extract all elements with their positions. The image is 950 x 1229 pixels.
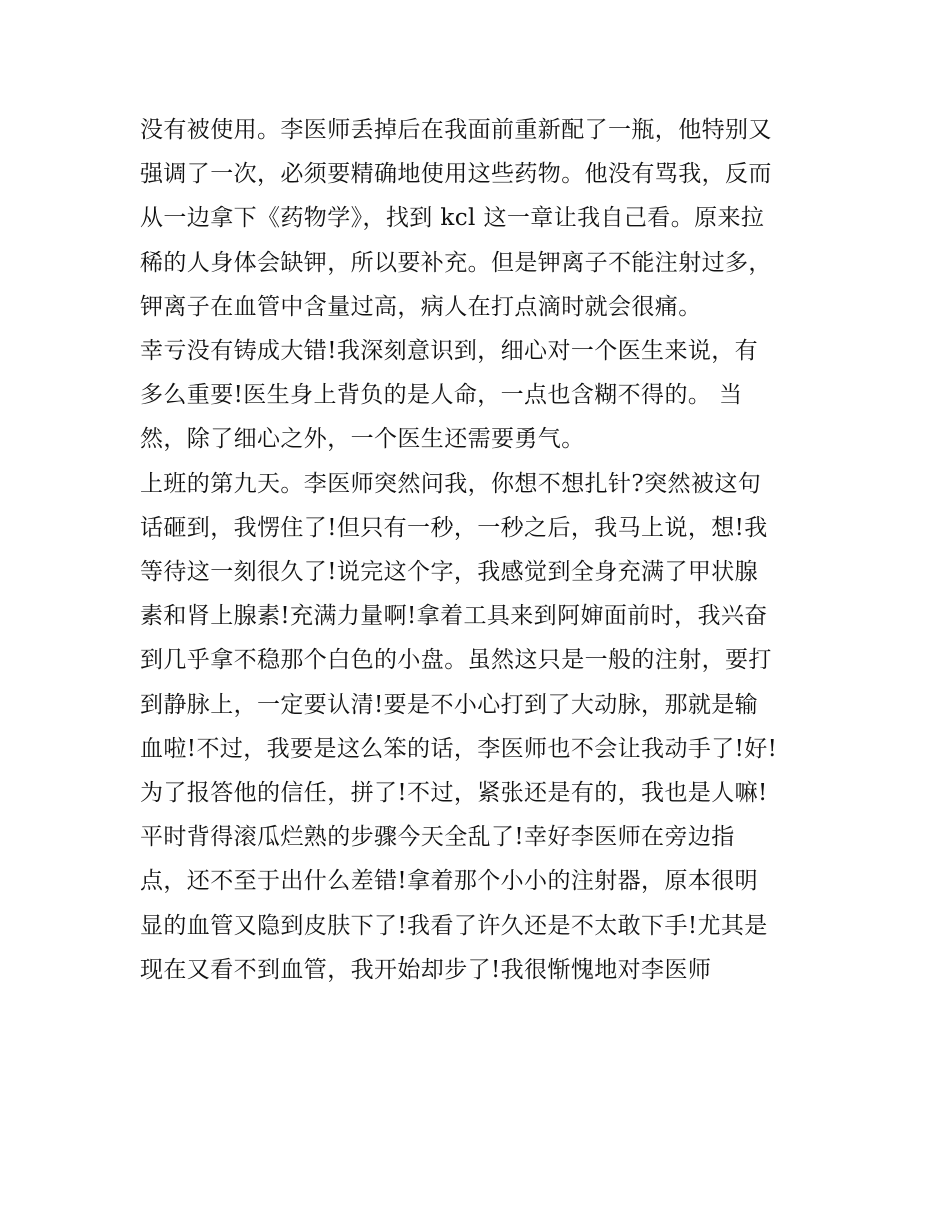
text-line: 素和肾上腺素!充满力量啊!拿着工具来到阿婶面前时，我兴奋 [140,603,768,630]
text-line: 然，除了细心之外，一个医生还需要勇气。 [140,426,585,453]
text-line: 钾离子在血管中含量过高，病人在打点滴时就会很痛。 [140,293,702,320]
text-line: 显的血管又隐到皮肤下了!我看了许久还是不太敢下手!尤其是 [140,912,768,939]
text-line: 话砸到，我愣住了!但只有一秒，一秒之后，我马上说，想!我 [140,514,768,541]
text-line: 血啦!不过，我要是这么笨的话，李医师也不会让我动手了!好! [140,735,778,762]
text-line: 上班的第九天。李医师突然问我，你想不想扎针?突然被这句 [140,470,762,497]
text-line: 强调了一次，必须要精确地使用这些药物。他没有骂我，反而 [140,161,772,188]
text-line: 没有被使用。李医师丢掉后在我面前重新配了一瓶，他特别又 [140,117,772,143]
text-line: 现在又看不到血管，我开始却步了!我很惭愧地对李医师 [140,956,712,983]
text-line: 从一边拿下《药物学》，找到 kcl 这一章让我自己看。原来拉 [140,205,765,232]
text-line: 平时背得滚瓜烂熟的步骤今天全乱了!幸好李医师在旁边指 [140,824,735,851]
text-line: 多么重要!医生身上背负的是人命，一点也含糊不得的。 当 [140,382,743,409]
text-line: 点，还不至于出什么差错!拿着那个小小的注射器，原本很明 [140,868,759,895]
text-line: 幸亏没有铸成大错!我深刻意识到，细心对一个医生来说，有 [140,338,759,365]
body-text [140,108,830,992]
text-line: 到静脉上，一定要认清!要是不小心打到了大动脉，那就是输 [140,691,759,718]
text-line: 稀的人身体会缺钾，所以要补充。但是钾离子不能注射过多， [140,249,772,276]
text-line: 到几乎拿不稳那个白色的小盘。虽然这只是一般的注射，要打 [140,647,772,674]
text-line: 等待这一刻很久了!说完这个字，我感觉到全身充满了甲状腺 [140,559,759,586]
text-line: 为了报答他的信任，拼了!不过，紧张还是有的，我也是人嘛! [140,780,768,807]
